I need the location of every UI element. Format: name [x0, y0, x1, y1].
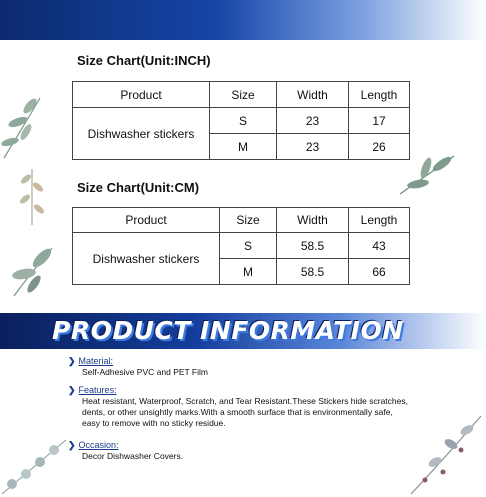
section-text: Heat resistant, Waterproof, Scratch, and Tear Resistant.These Stickers hide scratches, dents, or other unsightly marks.With a smooth surface that is environmentally safe, easy to remove with no sticky residue. [82, 396, 408, 428]
eucalyptus-branch-icon [405, 410, 486, 497]
size-cell: S [220, 233, 277, 259]
section-label: Features: [78, 385, 117, 395]
section-label: Material: [78, 356, 114, 366]
header-length: Length [349, 208, 410, 233]
header-size: Size [220, 208, 277, 233]
leaf-branch-icon [8, 240, 60, 300]
header-width: Width [277, 82, 349, 108]
table-row [73, 233, 410, 259]
length-cell: 26 [349, 134, 410, 160]
header-size: Size [210, 82, 277, 108]
cm-chart-title: Size Chart(Unit:CM) [77, 180, 200, 195]
width-cell: 58.5 [277, 233, 349, 259]
size-cell: S [210, 108, 277, 134]
width-cell: 23 [277, 108, 349, 134]
size-cell: M [210, 134, 277, 160]
features-section [68, 385, 413, 429]
length-cell: 66 [349, 259, 410, 285]
table-header-row [73, 82, 410, 108]
table-header-row [73, 208, 410, 233]
width-cell: 23 [277, 134, 349, 160]
section-text: Decor Dishwasher Covers. [82, 451, 184, 461]
chevron-right-icon: ❯ [68, 385, 76, 395]
size-cell: M [220, 259, 277, 285]
inch-chart-title: Size Chart(Unit:INCH) [77, 53, 211, 68]
chevron-right-icon: ❯ [68, 440, 76, 450]
header-width: Width [277, 208, 349, 233]
table-row [73, 108, 410, 134]
info-banner-title: PRODUCT INFORMATION [52, 316, 404, 345]
length-cell: 17 [349, 108, 410, 134]
width-cell: 58.5 [277, 259, 349, 285]
cm-size-table [72, 207, 410, 285]
chevron-right-icon: ❯ [68, 356, 76, 366]
occasion-section [68, 440, 413, 462]
header-product: Product [73, 208, 220, 233]
leaf-branch-icon [396, 150, 458, 200]
section-label: Occasion: [78, 440, 119, 450]
header-product: Product [73, 82, 210, 108]
header-length: Length [349, 82, 410, 108]
top-banner [0, 0, 486, 40]
leaf-branch-icon [0, 430, 70, 497]
length-cell: 43 [349, 233, 410, 259]
inch-size-table [72, 81, 410, 160]
material-section [68, 356, 413, 378]
product-cell: Dishwasher stickers [73, 108, 210, 160]
product-cell: Dishwasher stickers [73, 233, 220, 285]
section-text: Self-Adhesive PVC and PET Film [82, 367, 208, 377]
leaf-branch-icon [12, 165, 52, 227]
leaf-branch-icon [0, 92, 48, 162]
